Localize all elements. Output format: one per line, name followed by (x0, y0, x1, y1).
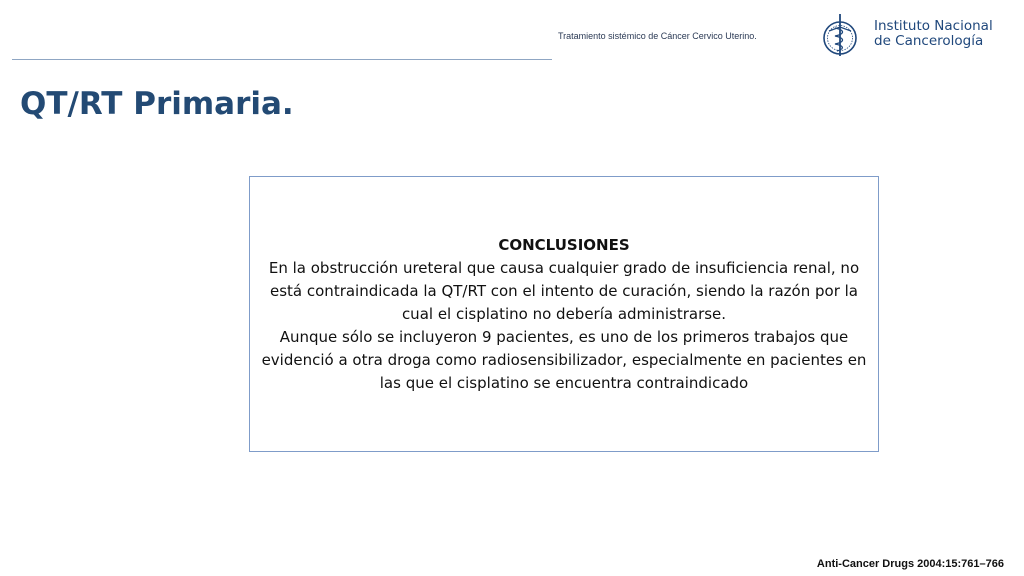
header-subtitle: Tratamiento sistémico de Cáncer Cervico Uterino. (558, 31, 757, 41)
citation: Anti-Cancer Drugs 2004:15:761–766 (816, 558, 1004, 570)
institution-name-line2: de Cancerología (874, 33, 984, 49)
conclusions-paragraph-2: Aunque sólo se incluyeron 9 pacientes, es uno de los primeros trabajos que evidenció a otra droga como radiosensibilizador, especialmente en pacientes en las que el cisplatino se encuentra contraindicado (261, 327, 867, 392)
conclusions-content (258, 234, 870, 395)
institution-name-line1: Instituto Nacional (874, 18, 993, 34)
conclusions-heading: CONCLUSIONES (498, 235, 630, 254)
institution-logo-icon (820, 10, 860, 60)
institution-name (874, 19, 993, 49)
header-divider (12, 59, 552, 60)
page-title: QT/RT Primaria. (20, 86, 294, 122)
conclusions-paragraph-1: En la obstrucción ureteral que causa cualquier grado de insuficiencia renal, no está contraindicada la QT/RT con el intento de curación, siendo la razón por la cual el cisplatino no debería administrarse. (268, 258, 860, 323)
conclusions-box (249, 176, 879, 452)
